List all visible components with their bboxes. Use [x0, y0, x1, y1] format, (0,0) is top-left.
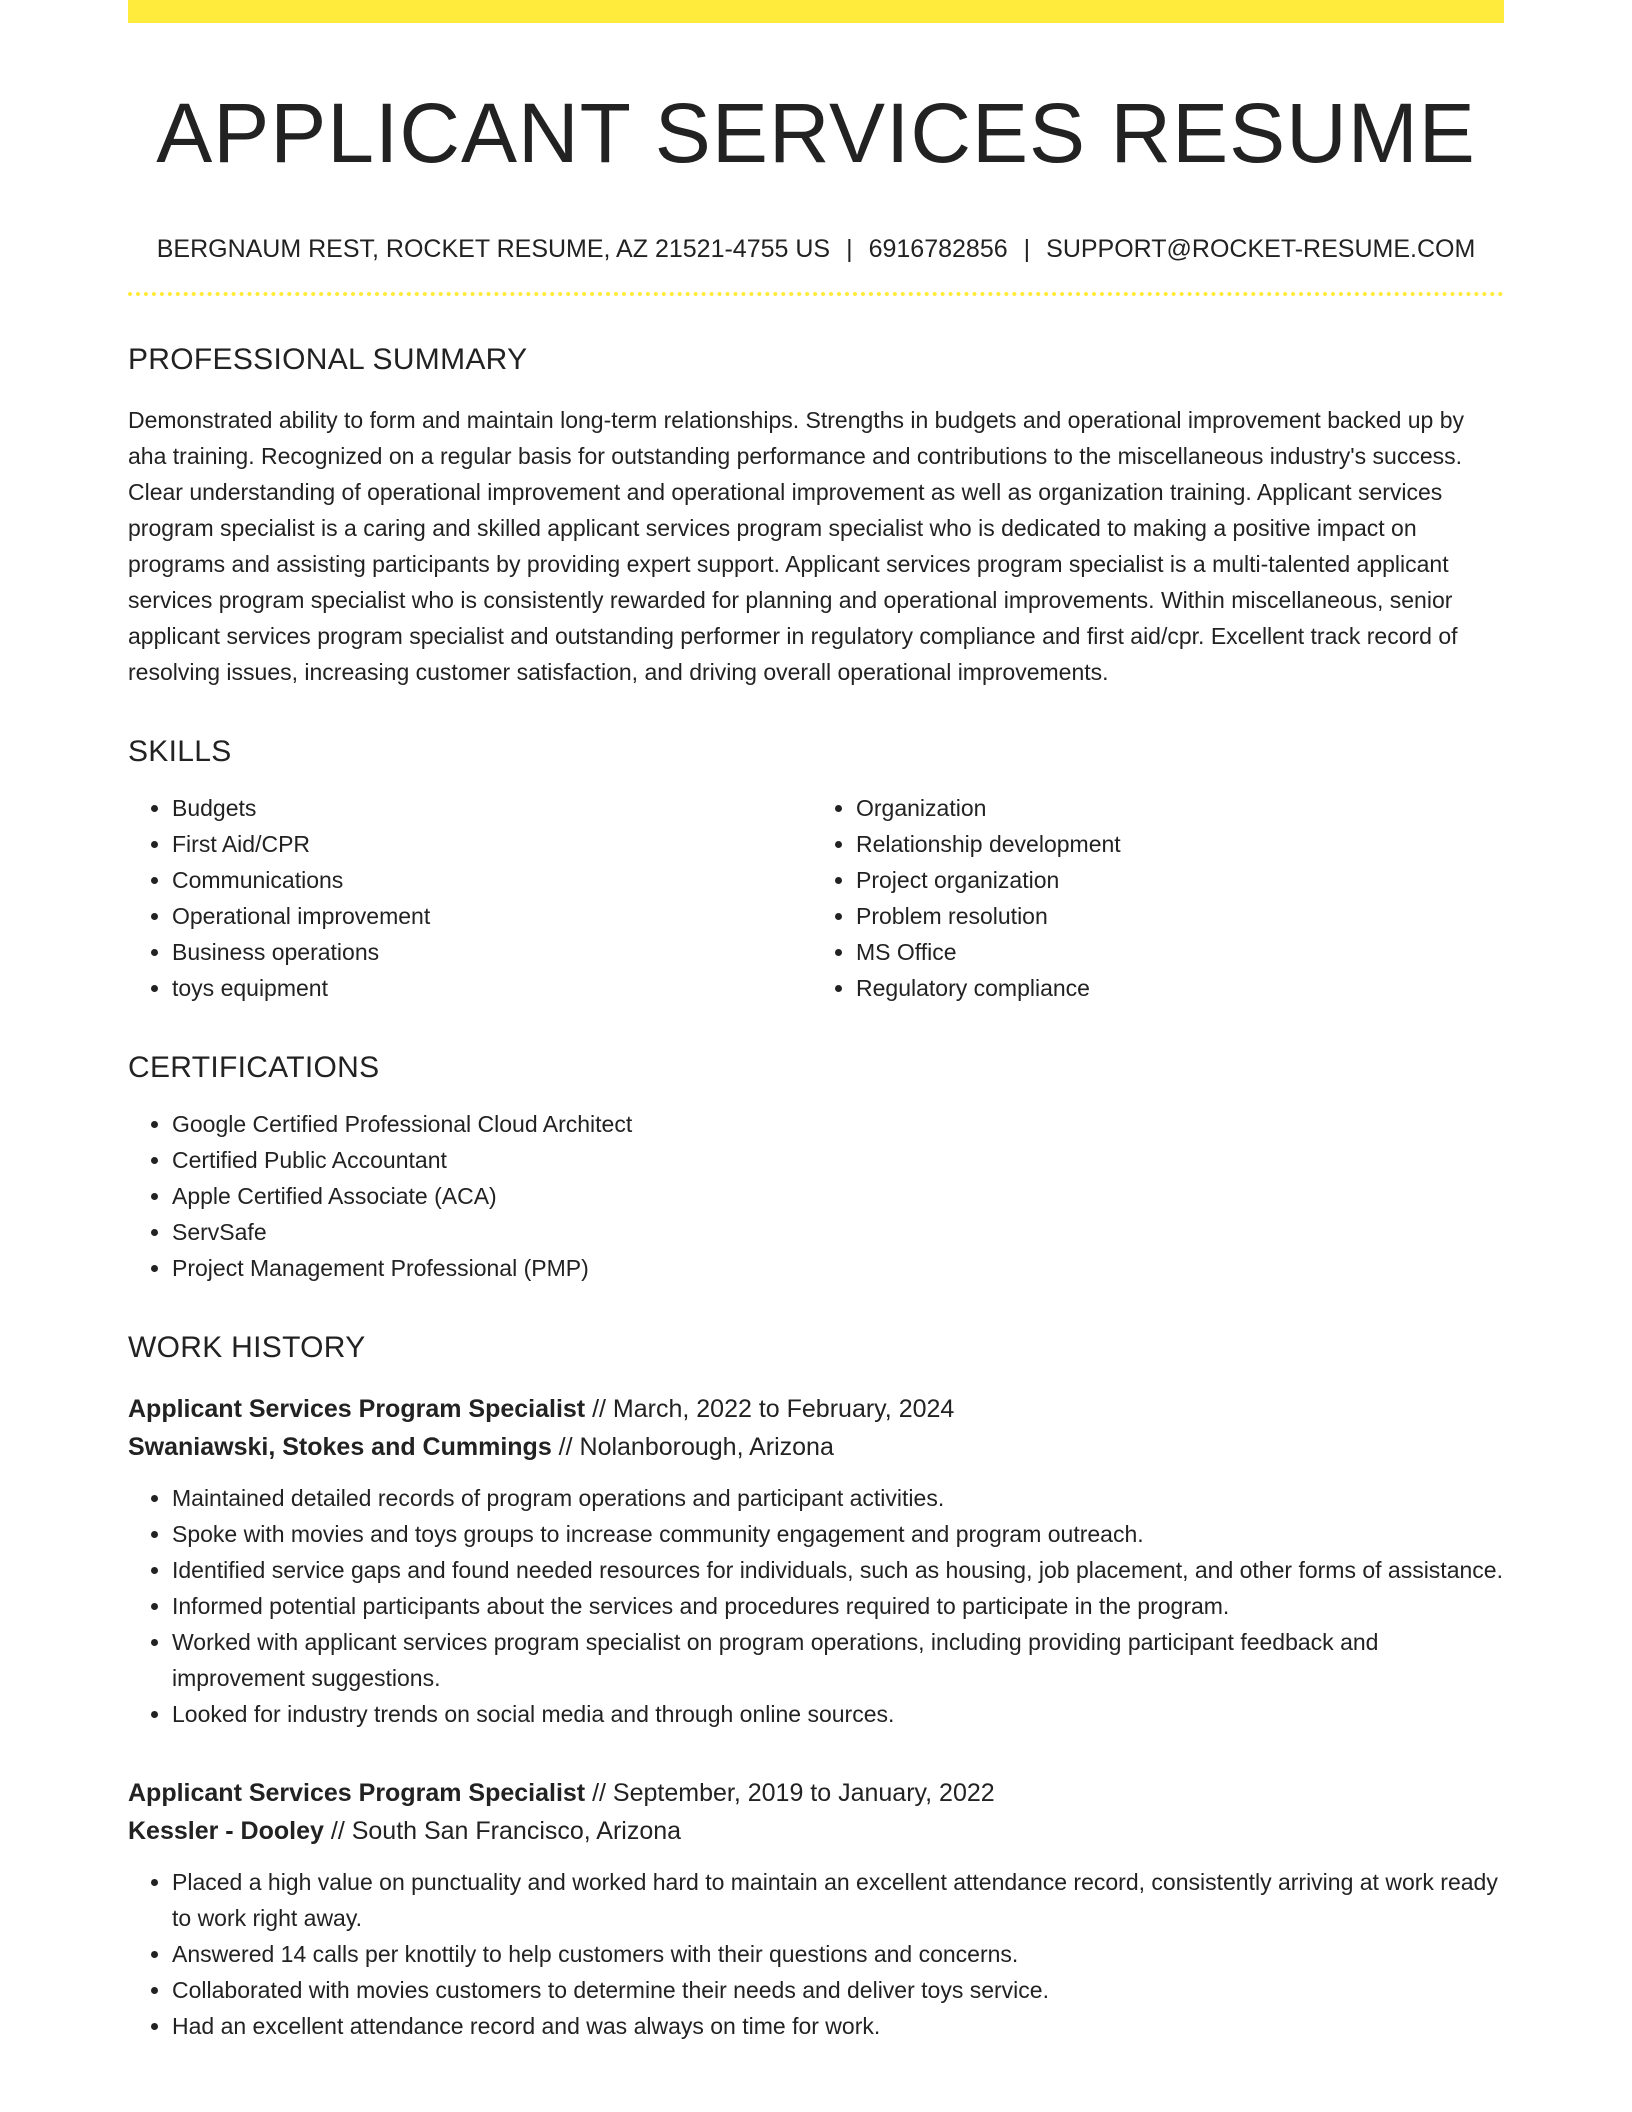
skill-item: • MS Office [856, 934, 1490, 970]
job-duties [128, 1480, 1504, 1732]
job-role: Applicant Services Program Specialist [128, 1394, 586, 1423]
certification-item: • Project Management Professional (PMP) [172, 1250, 1504, 1286]
duty-item: • Informed potential participants about the services and procedures required to participate in the program. [172, 1588, 1504, 1624]
job-dates: // March, 2022 to February, 2024 [585, 1394, 955, 1423]
certifications-heading: CERTIFICATIONS [128, 1050, 380, 1084]
skill-item: • Relationship development [856, 826, 1490, 862]
job-role: Applicant Services Program Specialist [128, 1778, 586, 1807]
skill-item: • Organization [856, 790, 1490, 826]
skill-item: • Project organization [856, 862, 1490, 898]
skills-grid [128, 790, 1504, 1006]
job-company-line [128, 1428, 1504, 1466]
contact-line [128, 234, 1504, 264]
duty-item: • Had an excellent attendance record and was always on time for work. [172, 2008, 1504, 2044]
duty-item: • Collaborated with movies customers to determine their needs and deliver toys service. [172, 1972, 1504, 2008]
job-location: // South San Francisco, Arizona [323, 1816, 682, 1845]
skills-list-left [128, 790, 806, 1006]
accent-bar [128, 0, 1504, 23]
certification-item: • Google Certified Professional Cloud Architect [172, 1106, 1504, 1142]
job-location: // Nolanborough, Arizona [551, 1432, 834, 1461]
duty-item: • Answered 14 calls per knottily to help customers with their questions and concerns. [172, 1936, 1504, 1972]
contact-separator: | [1023, 234, 1031, 263]
job-duties [128, 1864, 1504, 2044]
skill-item: • toys equipment [172, 970, 806, 1006]
summary-text: Demonstrated ability to form and maintain long-term relationships. Strengths in budgets and operational improvement backed up by aha training. Recognized on a regular basis for outstanding performance and contributions to the miscellaneous industry's success. Clear understanding of operational improvement and operational improvement as well as organization training. Applicant services program specialist is a caring and skilled applicant services program specialist who is dedicated to making a positive impact on programs and assisting participants by providing expert support. Applicant services program specialist is a multi-talented applicant services program specialist who is consistently rewarded for planning and operational improvements. Within miscellaneous, senior applicant services program specialist and outstanding performer in regulatory compliance and first aid/cpr. Excellent track record of resolving issues, increasing customer satisfaction, and driving overall operational improvements. [128, 406, 1465, 685]
certifications-list [128, 1106, 1504, 1286]
skill-item: • Business operations [172, 934, 806, 970]
duty-item: • Maintained detailed records of program operations and participant activities. [172, 1480, 1504, 1516]
contact-separator: | [846, 234, 853, 263]
duty-item: • Worked with applicant services program specialist on program operations, including providing participant feedback and improvement suggestions. [172, 1624, 1504, 1696]
job-entry [128, 1390, 1504, 1732]
duty-item: • Spoke with movies and toys groups to increase community engagement and program outreach. [172, 1516, 1504, 1552]
duty-item: • Placed a high value on punctuality and worked hard to maintain an excellent attendance record, consistently arriving at work ready to work right away. [172, 1864, 1504, 1936]
summary-heading: PROFESSIONAL SUMMARY [128, 342, 528, 376]
skill-item: • Regulatory compliance [856, 970, 1490, 1006]
contact-address: BERGNAUM REST, ROCKET RESUME, AZ 21521-4755 US [156, 234, 831, 263]
work-history-heading: WORK HISTORY [128, 1330, 366, 1364]
duty-item: • Identified service gaps and found needed resources for individuals, such as housing, job placement, and other forms of assistance. [172, 1552, 1504, 1588]
certification-item: • Apple Certified Associate (ACA) [172, 1178, 1504, 1214]
skill-item: • Communications [172, 862, 806, 898]
job-dates: // September, 2019 to January, 2022 [585, 1778, 995, 1807]
job-company-line [128, 1812, 1504, 1850]
job-company: Swaniawski, Stokes and Cummings [128, 1432, 552, 1461]
contact-email: SUPPORT@ROCKET-RESUME.COM [1046, 234, 1476, 263]
duty-item: • Looked for industry trends on social media and through online sources. [172, 1696, 1504, 1732]
certification-item: • Certified Public Accountant [172, 1142, 1504, 1178]
skills-list-right [806, 790, 1490, 1006]
resume-page [128, 0, 1504, 2112]
job-title-line [128, 1774, 1504, 1812]
skill-item: • Operational improvement [172, 898, 806, 934]
contact-phone: 6916782856 [868, 234, 1008, 263]
resume-title: APPLICANT SERVICES RESUME [156, 86, 1476, 180]
skill-item: • Problem resolution [856, 898, 1490, 934]
job-company: Kessler - Dooley [128, 1816, 324, 1845]
skills-heading: SKILLS [128, 734, 232, 768]
skill-item: • First Aid/CPR [172, 826, 806, 862]
job-title-line [128, 1390, 1504, 1428]
job-entry [128, 1774, 1504, 2044]
dotted-divider [128, 292, 1504, 296]
skill-item: • Budgets [172, 790, 806, 826]
certification-item: • ServSafe [172, 1214, 1504, 1250]
